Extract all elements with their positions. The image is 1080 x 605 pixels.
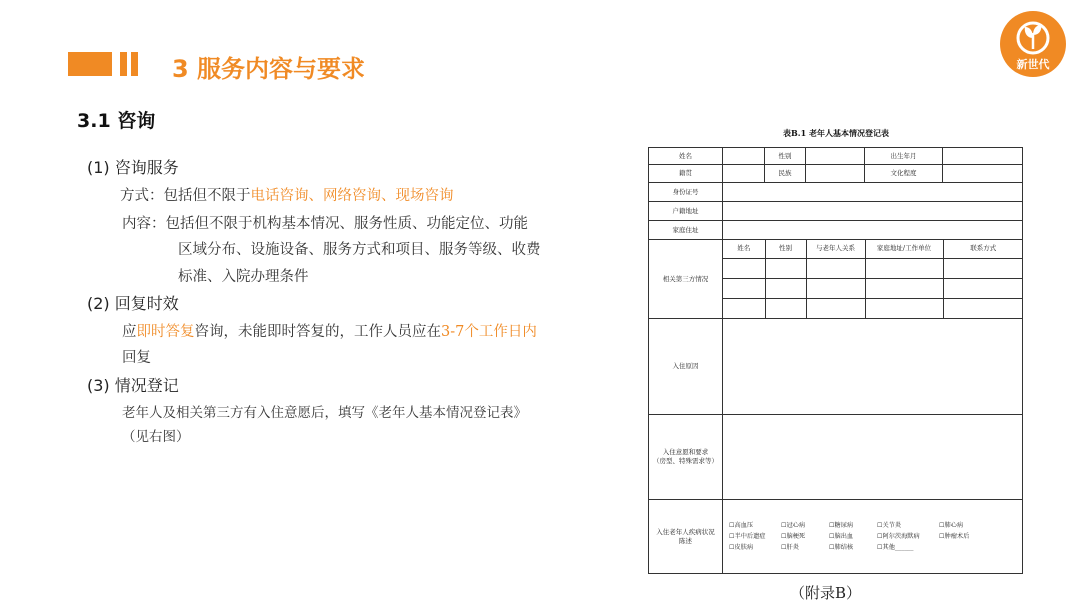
disease-checkbox-item: ☐糖尿病: [829, 522, 854, 529]
third-party-table: [723, 240, 1023, 318]
body-line: 内容：包括但不限于机构基本情况、服务性质、功能定位、功能: [122, 216, 528, 232]
header-accent-bar: [68, 52, 112, 76]
item-heading: (2) 回复时效: [87, 294, 179, 313]
form-label: 身份证号: [649, 183, 723, 202]
disease-checkbox-item: ☐脑出血: [829, 533, 854, 540]
item-heading: (1) 咨询服务: [87, 158, 179, 177]
logo-text: 新世代: [1016, 58, 1050, 71]
form-label: 户籍地址: [649, 202, 723, 221]
form-label-line: 陈述: [679, 536, 692, 545]
form-label: 出生年月: [865, 148, 943, 165]
highlight-text: 电话咨询、网络咨询、现场咨询: [250, 188, 454, 204]
body-text: 方式：包括但不限于: [120, 188, 251, 204]
form-label: 家庭住址: [649, 221, 723, 240]
form-label: 性别: [765, 240, 806, 258]
disease-checkbox-item: ☐其他______: [877, 544, 914, 551]
appendix-caption: （附录B）: [790, 584, 862, 602]
third-party-grid: [723, 240, 1023, 319]
form-label-line: 入住意愿和要求: [662, 448, 709, 456]
form-label: 家庭地址/工作单位: [865, 240, 943, 258]
form-field: [943, 165, 1023, 183]
form-field: [723, 415, 1023, 500]
registration-form-table: [648, 147, 1023, 574]
form-field: [723, 165, 765, 183]
disease-checkbox-item: ☐肺结核: [829, 544, 854, 551]
body-line: 老年人及相关第三方有入住意愿后，填写《老年人基本情况登记表》: [122, 405, 527, 421]
disease-grid: [729, 521, 1016, 552]
body-line: 区域分布、设施设备、服务方式和项目、服务等级、收费: [178, 242, 541, 258]
body-text: 咨询，未能即时答复的，工作人员应在: [194, 324, 441, 340]
form-field: [723, 183, 1023, 202]
form-label: 相关第三方情况: [649, 240, 723, 319]
body-line: （见右图）: [122, 429, 190, 445]
form-title: 表B.1 老年人基本情况登记表: [783, 128, 889, 138]
header-accent-stripe: [120, 52, 127, 76]
form-label: 姓名: [649, 148, 723, 165]
form-label: 民族: [765, 165, 806, 183]
form-field: [723, 202, 1023, 221]
disease-checkbox-item: ☐半中后遗症: [729, 533, 766, 540]
form-field: [943, 148, 1023, 165]
form-label: 联系方式: [943, 240, 1023, 258]
body-line: [122, 320, 537, 341]
disease-checkbox-item: ☐高血压: [729, 522, 754, 529]
form-label: [649, 500, 723, 574]
disease-checkbox-item: ☐肿瘤术后: [939, 533, 970, 540]
form-field: [806, 165, 865, 183]
body-line: [120, 184, 454, 205]
item-heading: (3) 情况登记: [87, 376, 179, 395]
form-field: [723, 148, 765, 165]
form-label: 性别: [765, 148, 806, 165]
disease-checkbox-item: ☐关节炎: [877, 522, 902, 529]
disease-checkbox-item: ☐脑梗死: [781, 533, 806, 540]
disease-checkbox-item: [939, 543, 987, 552]
form-field: [723, 319, 1023, 415]
header-accent-stripe: [131, 52, 138, 76]
highlight-text: 3-7个工作日内: [441, 324, 537, 340]
body-text: 应: [122, 324, 137, 340]
disease-checkbox-item: ☐肝炎: [781, 544, 799, 551]
form-label: [649, 415, 723, 500]
brand-logo: [1000, 11, 1066, 77]
form-label: 与老年人关系: [806, 240, 865, 258]
form-field: [806, 148, 865, 165]
form-label: 文化程度: [865, 165, 943, 183]
disease-checkbox-item: ☐冠心病: [781, 522, 806, 529]
form-label: 姓名: [723, 240, 765, 258]
disease-checkbox-item: ☐皮肤病: [729, 544, 754, 551]
form-label: 入住原因: [649, 319, 723, 415]
form-field: [723, 221, 1023, 240]
form-label-line: 入住老年人疾病状况: [656, 527, 715, 536]
body-line: 标准、入院办理条件: [178, 269, 309, 285]
disease-checkbox-item: ☐肺心病: [939, 522, 964, 529]
disease-checkbox-item: ☐阿尔茨海默病: [877, 533, 920, 540]
section-title: 3.1 咨询: [77, 110, 156, 132]
form-label: 籍贯: [649, 165, 723, 183]
form-label-line: （房型、特殊需求等）: [653, 457, 718, 465]
highlight-text: 即时答复: [136, 324, 195, 340]
disease-checklist: [723, 500, 1023, 574]
page-title: 3 服务内容与要求: [172, 55, 366, 83]
body-line: 回复: [122, 350, 151, 366]
